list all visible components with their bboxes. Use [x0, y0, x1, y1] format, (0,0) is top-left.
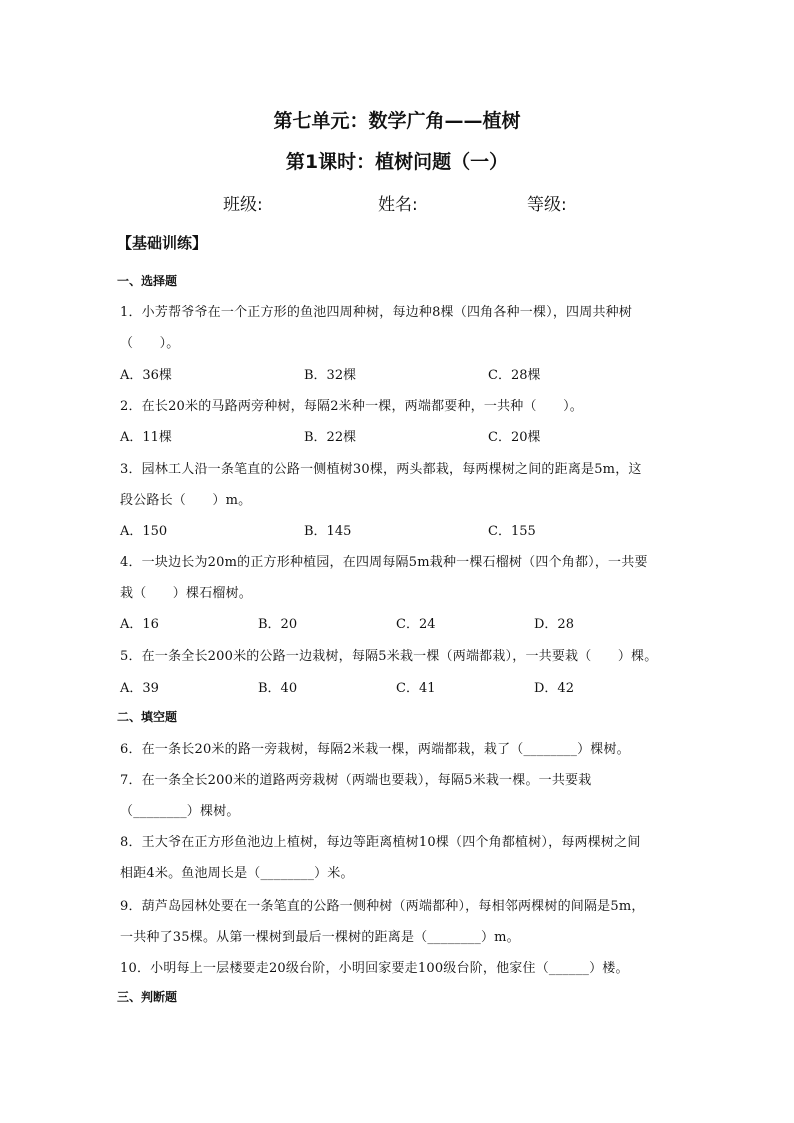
question-3-option-c: C．155: [488, 524, 536, 539]
question-4-option-c: C．24: [396, 617, 436, 632]
section-basic-training: 【基础训练】: [117, 234, 208, 252]
question-7-line-2: （________）棵树。: [120, 804, 240, 819]
question-7-line-1: 7．在一条全长200米的道路两旁栽树（两端也要栽），每隔5米栽一棵。一共要栽: [120, 773, 592, 788]
class-field-label: 班级:: [223, 195, 263, 215]
question-8-line-1: 8．王大爷在正方形鱼池边上植树，每边等距离植树10棵（四个角都植树），每两棵树之间: [120, 835, 641, 850]
question-1-option-a: A．36棵: [120, 368, 172, 383]
question-4-line-2: 栽（ ）棵石榴树。: [120, 586, 253, 601]
question-5-option-a: A．39: [120, 681, 159, 696]
question-4-option-a: A．16: [120, 617, 159, 632]
question-3-option-b: B．145: [304, 524, 352, 539]
name-field-label: 姓名:: [378, 195, 418, 215]
question-10-line-1: 10．小明每上一层楼要走20级台阶，小明回家要走100级台阶，他家住（______）楼。: [120, 961, 629, 976]
question-8-line-2: 相距4米。鱼池周长是（________）米。: [120, 866, 354, 881]
question-9-line-2: 一共种了35棵。从第一棵树到最后一棵树的距离是（________）m。: [120, 930, 520, 945]
question-3-line-2: 段公路长（ ）m。: [120, 493, 252, 508]
question-2-option-b: B．22棵: [304, 430, 357, 445]
question-4-option-b: B．20: [258, 617, 298, 632]
question-3-line-1: 3．园林工人沿一条笔直的公路一侧植树30棵，两头都栽，每两棵树之间的距离是5m，这: [120, 462, 642, 477]
section-fill: 二、填空题: [117, 710, 178, 724]
question-2-option-a: A．11棵: [120, 430, 172, 445]
question-5-line-1: 5．在一条全长200米的公路一边栽树，每隔5米栽一棵（两端都栽），一共要栽（ ）棵。: [120, 649, 658, 664]
question-1-option-c: C．28棵: [488, 368, 541, 383]
question-2-line-1: 2．在长20米的马路两旁种树，每隔2米种一棵，两端都要种，一共种（ ）。: [120, 399, 583, 414]
question-3-option-a: A．150: [120, 524, 168, 539]
question-5-option-b: B．40: [258, 681, 298, 696]
grade-field-label: 等级:: [527, 195, 567, 215]
question-5-option-d: D．42: [534, 681, 574, 696]
question-5-option-c: C．41: [396, 681, 436, 696]
page-title: 第七单元：数学广角——植树: [273, 110, 521, 132]
section-choice: 一、选择题: [117, 274, 178, 288]
section-judge: 三、判断题: [117, 990, 178, 1004]
question-4-line-1: 4．一块边长为20m的正方形种植园，在四周每隔5m栽种一棵石榴树（四个角都），一共要: [120, 555, 648, 570]
page-subtitle: 第1课时：植树问题（一）: [285, 151, 509, 173]
question-2-option-c: C．20棵: [488, 430, 541, 445]
question-4-option-d: D．28: [534, 617, 574, 632]
question-6-line-1: 6．在一条长20米的路一旁栽树，每隔2米栽一棵，两端都栽，栽了（________）棵树。: [120, 742, 630, 757]
question-1-line-2: （ ）。: [120, 336, 180, 351]
question-1-line-1: 1．小芳帮爷爷在一个正方形的鱼池四周种树，每边种8棵（四角各种一棵），四周共种树: [120, 305, 633, 320]
question-9-line-1: 9．葫芦岛园林处要在一条笔直的公路一侧种树（两端都种），每相邻两棵树的间隔是5m，: [120, 899, 645, 914]
question-1-option-b: B．32棵: [304, 368, 357, 383]
